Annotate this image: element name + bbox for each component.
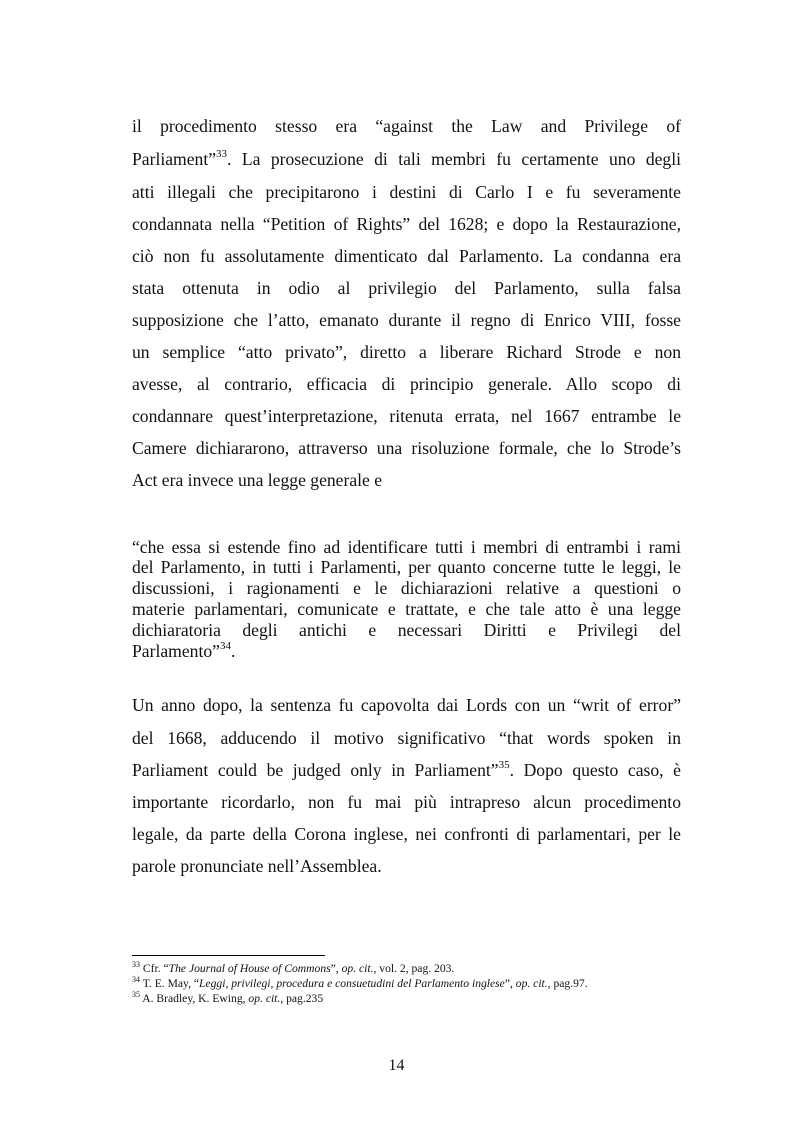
quote-line: materie parlamentari, comunicate e trattate, e che tale atto è una legge: [132, 599, 681, 619]
paragraph-line: importante ricordarlo, non fu mai più intrapreso alcun procedimento: [132, 792, 681, 812]
paragraph-line: condannata nella “Petition of Rights” del 1628; e dopo la Restaurazione,: [132, 214, 681, 234]
paragraph-line: Act era invece una legge generale e: [132, 470, 383, 490]
paragraph-line: un semplice “atto privato”, diretto a liberare Richard Strode e non: [132, 342, 681, 362]
footnote-ref: 33: [216, 148, 228, 161]
paragraph-line: il procedimento stesso era “against the Law and Privilege of: [132, 116, 681, 136]
paragraph-line: ciò non fu assolutamente dimenticato dal Parlamento. La condanna era: [132, 246, 681, 266]
quote-line: Parlamento”$^{34}$.: [132, 640, 236, 661]
footnote: $^{34}$ T. E. May, “Leggi, privilegi, procedura e consuetudini del Parlamento inglese”, op. cit., pag.97.: [132, 975, 588, 990]
footnote: $^{35}$ A. Bradley, K. Ewing, op. cit., pag.235: [132, 990, 324, 1005]
quote-line: dichiaratoria degli antichi e necessari Diritti e Privilegi del: [132, 620, 681, 640]
paragraph-line: atti illegali che precipitarono i destini di Carlo I e fu severamente: [132, 182, 681, 202]
paragraph-line: del 1668, adducendo il motivo significativo “that words spoken in: [132, 728, 681, 748]
paragraph-line: Parliament could be judged only in Parliament”$^{35}$. Dopo questo caso, è: [132, 759, 681, 780]
paragraph-line: Camere dichiararono, attraverso una risoluzione formale, che lo Strode’s: [132, 438, 681, 458]
paragraph-line: Un anno dopo, la sentenza fu capovolta dai Lords con un “writ of error”: [132, 695, 681, 715]
footnote-ref: 35: [498, 759, 510, 772]
paragraph-line: supposizione che l’atto, emanato durante il regno di Enrico VIII, fosse: [132, 310, 681, 330]
quote-line: discussioni, i ragionamenti e le dichiarazioni relative a questioni o: [132, 578, 681, 598]
page-number: 14: [388, 1057, 405, 1074]
paragraph-line: avesse, al contrario, efficacia di principio generale. Allo scopo di: [132, 374, 681, 394]
footnote-ref: 34: [219, 640, 231, 653]
paragraph-line: legale, da parte della Corona inglese, nei confronti di parlamentari, per le: [132, 824, 681, 844]
paragraph-line: condannare quest’interpretazione, ritenuta errata, nel 1667 entrambe le: [132, 406, 681, 426]
paragraph-line: parole pronunciate nell’Assemblea.: [132, 856, 382, 876]
paragraph-line: Parliament”$^{33}$. La prosecuzione di tali membri fu certamente uno degli: [132, 148, 681, 169]
footnote: $^{33}$ Cfr. “The Journal of House of Commons”, op. cit., vol. 2, pag. 203.: [132, 960, 455, 975]
quote-line: “che essa si estende fino ad identificare tutti i membri di entrambi i rami: [132, 537, 681, 557]
paragraph-line: stata ottenuta in odio al privilegio del Parlamento, sulla falsa: [132, 278, 681, 298]
footnote-separator: [132, 955, 325, 956]
quote-line: del Parlamento, in tutti i Parlamenti, per quanto concerne tutte le leggi, le: [132, 557, 681, 577]
